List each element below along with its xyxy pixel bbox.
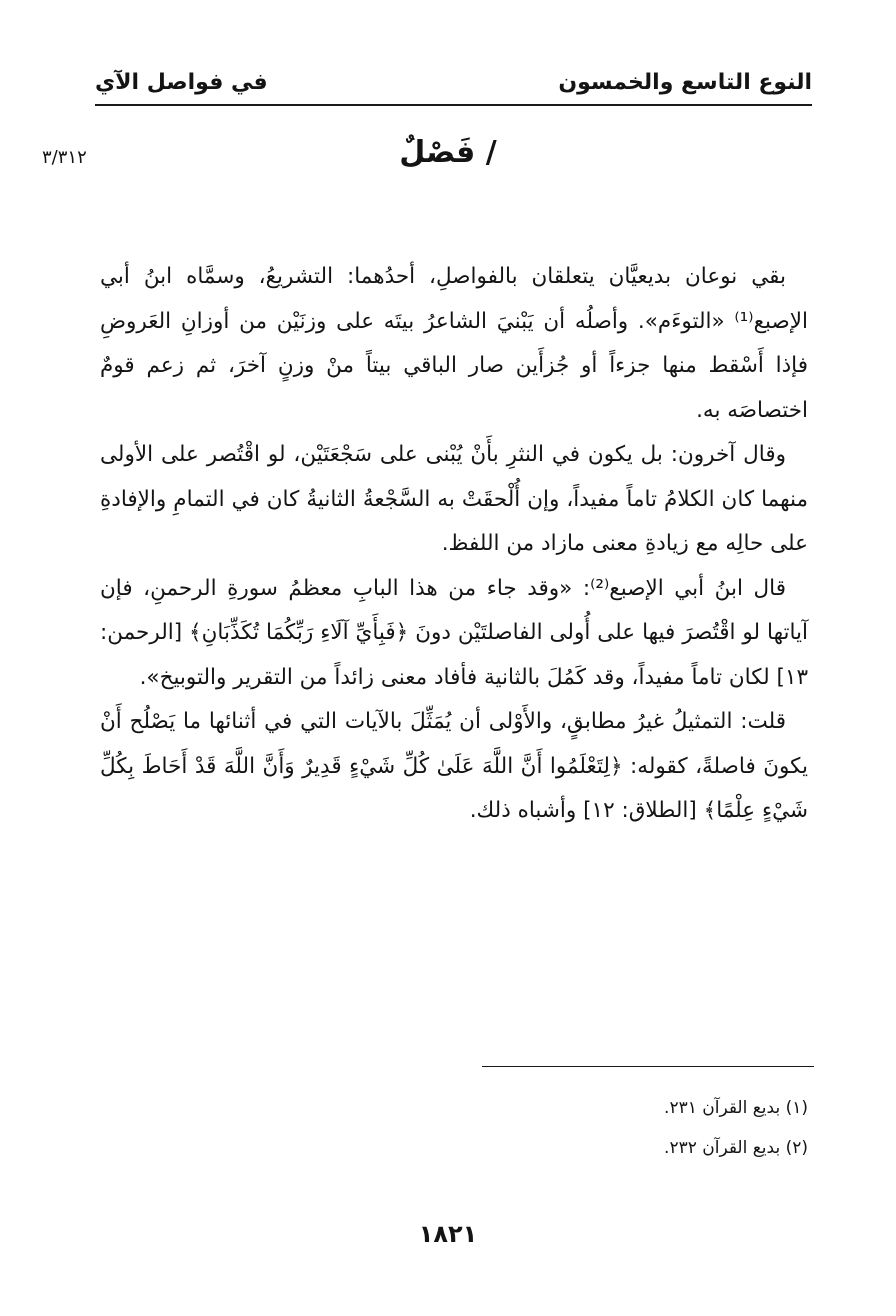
paragraph-4: قلت: التمثيلُ غيرُ مطابقٍ، والأَوْلى أن يُمَثِّلَ بالآيات التي في أثنائها ما يَصْلُح أَنْ يكونَ فاصلةً، كقوله: ﴿لِتَعْلَمُوا أَنَّ اللَّهَ عَلَىٰ كُلِّ شَيْءٍ قَدِيرٌ وَأَنَّ اللَّهَ قَدْ أَحَاطَ بِكُلِّ شَيْءٍ عِلْمًا﴾ [الطلاق: ١٢] وأشباه ذلك.: [100, 709, 808, 823]
header-rule: [95, 104, 812, 106]
chapter-title: النوع التاسع والخمسون: [558, 69, 812, 95]
footnote-2: (٢) بديع القرآن ٢٣٢.: [664, 1138, 808, 1158]
running-header: [95, 62, 812, 102]
body-text: [100, 255, 808, 834]
topic-title: في فواصل الآي: [95, 69, 268, 95]
section-title: / فَصْلٌ: [399, 135, 497, 170]
paragraph-3: قال ابنُ أبي الإصبع⁽²⁾: «وقد جاء من هذا البابِ معظمُ سورةِ الرحمنِ، فإن آياتها لو اقْتُصرَ فيها على أُولى الفاصلتَيْن دونَ ﴿فَبِأَيِّ آلَاءِ رَبِّكُمَا تُكَذِّبَانِ﴾ [الرحمن: ١٣] لكان تاماً مفيداً، وقد كَمُلَ بالثانية فأفاد معنى زائداً من التقرير والتوبيخ».: [100, 575, 808, 690]
footnote-rule: [482, 1066, 814, 1067]
volume-page-reference: ٣/٣١٢: [42, 147, 87, 168]
paragraph-2: وقال آخرون: بل يكون في النثرِ بأَنْ يُبْنى على سَجْعَتَيْن، لو اقْتُصر على الأولى منهما كان الكلامُ تاماً مفيداً، وإن أُلْحقَتْ به السَّجْعةُ الثانيةُ كان في التمامِ والإفادةِ على حالِه مع زيادةِ معنى مازاد من اللفظ.: [100, 442, 808, 556]
paragraph-1: بقي نوعان بديعيَّان يتعلقان بالفواصلِ، أحدُهما: التشريعُ، وسمَّاه ابنُ أبي الإصبع⁽¹⁾ «التوءَم». وأصلُه أن يَبْنيَ الشاعرُ بيتَه على وزنَيْن من أوزانِ العَروضِ فإذا أَسْقط منها جزءاً أو جُزأَين صار الباقي بيتاً منْ وزنٍ آخرَ، ثم زعم قومٌ اختصاصَه به.: [100, 264, 808, 423]
footnote-1: (١) بديع القرآن ٢٣١.: [664, 1098, 808, 1118]
footnotes: [100, 1088, 808, 1168]
section-heading-row: [0, 135, 896, 195]
page-number: ١٨٢١: [418, 1220, 478, 1248]
